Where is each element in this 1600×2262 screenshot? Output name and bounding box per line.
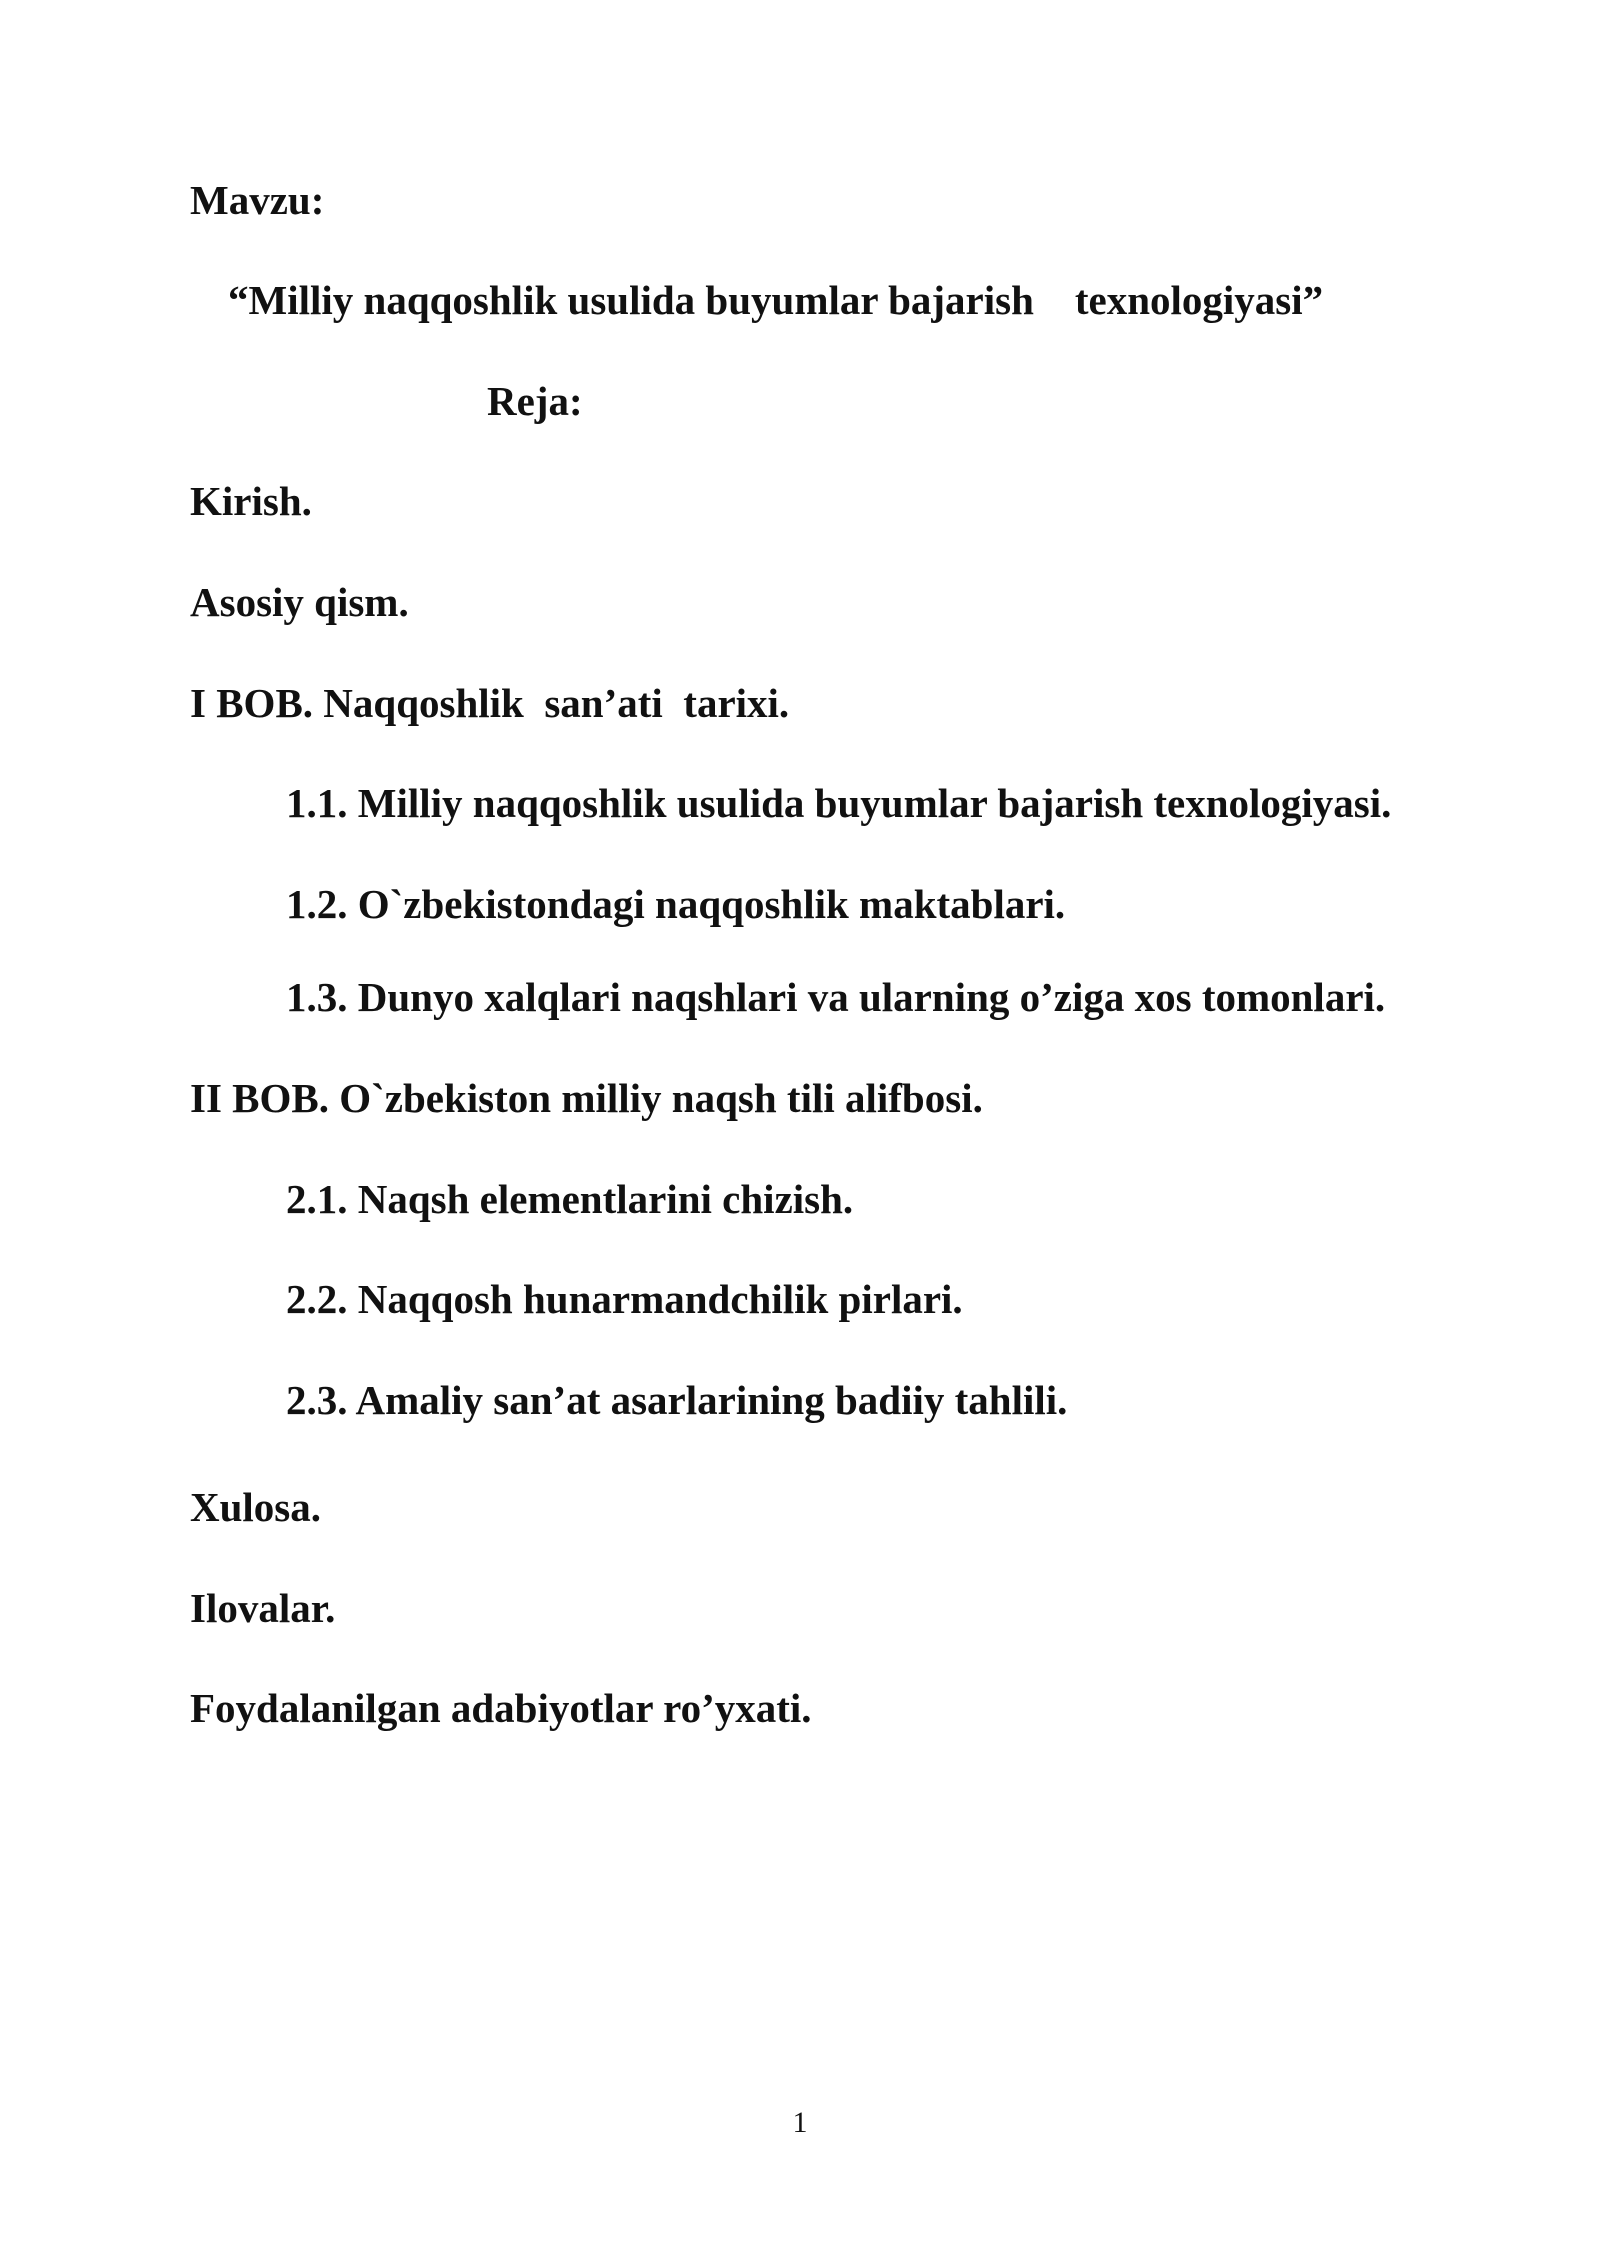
outline-item-intro: Kirish. xyxy=(190,478,312,524)
outline-item-chapter-1: I BOB. Naqqoshlik san’ati tarixi. xyxy=(190,680,790,726)
subject-label: Mavzu: xyxy=(190,177,325,223)
document-title: “Milliy naqqoshlik usulida buyumlar bajarish texnologiyasi” xyxy=(228,277,1324,323)
outline-item-appendices: Ilovalar. xyxy=(190,1585,336,1631)
outline-item-references: Foydalanilgan adabiyotlar ro’yxati. xyxy=(190,1685,812,1731)
outline-item-conclusion: Xulosa. xyxy=(190,1484,322,1530)
outline-item-1-2: 1.2. O`zbekistondagi naqqoshlik maktablari. xyxy=(286,881,1066,927)
outline-item-1-1: 1.1. Milliy naqqoshlik usulida buyumlar bajarish texnologiyasi. xyxy=(286,780,1392,826)
outline-item-1-3: 1.3. Dunyo xalqlari naqshlari va ularning o’ziga xos tomonlari. xyxy=(286,974,1386,1020)
outline-item-2-1: 2.1. Naqsh elementlarini chizish. xyxy=(286,1176,854,1222)
outline-item-chapter-2: II BOB. O`zbekiston milliy naqsh tili alifbosi. xyxy=(190,1075,983,1121)
page-number: 1 xyxy=(792,2106,808,2139)
outline-item-2-3: 2.3. Amaliy san’at asarlarining badiiy tahlili. xyxy=(286,1377,1068,1423)
plan-label: Reja: xyxy=(487,378,583,424)
outline-item-2-2: 2.2. Naqqosh hunarmandchilik pirlari. xyxy=(286,1276,963,1322)
outline-item-main-part: Asosiy qism. xyxy=(190,579,409,625)
